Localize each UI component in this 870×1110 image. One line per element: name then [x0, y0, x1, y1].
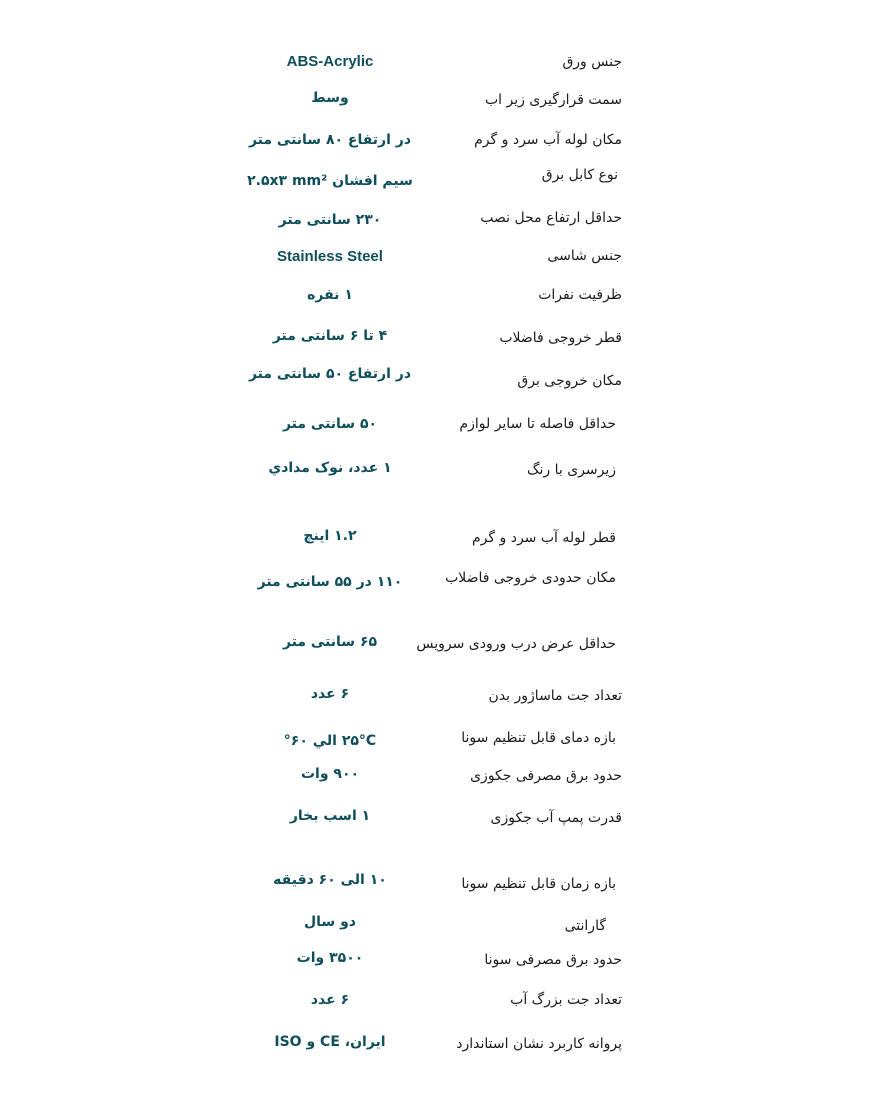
spec-label: قطر لوله آب سرد و گرم [472, 530, 616, 546]
spec-label: نوع کابل برق [541, 167, 618, 183]
spec-row-chassis-material [0, 246, 870, 282]
spec-label: مکان خروجی برق [517, 373, 622, 389]
spec-value: ۹۰۰ وات [300, 766, 360, 782]
spec-value: وسط [311, 90, 349, 106]
spec-label: بازه زمان قابل تنظیم سونا [461, 876, 616, 892]
spec-row-warranty [0, 912, 870, 948]
spec-value: ۱ عدد، نوک مدادي [268, 460, 392, 476]
spec-row-standard-certification [0, 1032, 870, 1068]
spec-row-pump-power [0, 806, 870, 842]
spec-label: حدود برق مصرفی جکوزی [470, 768, 622, 784]
spec-value: دو سال [304, 914, 356, 930]
spec-row-cable-type [0, 165, 870, 201]
spec-row-power-outlet-location [0, 364, 870, 400]
spec-value: ۱ نفره [307, 287, 353, 303]
spec-value: Stainless Steel [277, 248, 383, 265]
spec-label: جنس شاسی [547, 248, 622, 264]
spec-value: ۶۵ سانتی متر [282, 634, 378, 650]
spec-value: ۳۵۰۰ وات [296, 950, 364, 966]
spec-row-water-pipe-diameter [0, 526, 870, 562]
spec-value: ۶ عدد [310, 992, 350, 1008]
spec-label: حداقل ارتفاع محل نصب [480, 210, 622, 226]
spec-label: سمت قرارگیری زیر اب [484, 92, 622, 108]
spec-row-body-jets [0, 684, 870, 720]
spec-value: ۱۱۰ در ۵۵ سانتی متر [257, 574, 403, 590]
spec-row-jacuzzi-power [0, 764, 870, 800]
spec-label: زیرسری با رنگ [526, 462, 616, 478]
spec-value: ۱۰ الی ۶۰ دقیقه [273, 872, 387, 888]
spec-label: تعداد جت بزرگ آب [510, 992, 622, 1008]
spec-value: ۱.۲ اینچ [303, 528, 357, 544]
spec-row-sauna-timer [0, 870, 870, 906]
spec-value: ایران، CE و ISO [274, 1034, 386, 1050]
spec-label: ظرفیت نفرات [538, 287, 622, 303]
spec-value: ۶ عدد [310, 686, 350, 702]
spec-label: بازه دمای قابل تنظیم سونا [461, 730, 616, 746]
spec-label: حداقل عرض درب ورودی سرویس [416, 636, 616, 652]
spec-row-min-door-width [0, 632, 870, 668]
spec-row-sauna-power [0, 948, 870, 984]
spec-label: حداقل فاصله تا سایر لوازم [459, 416, 616, 432]
spec-row-min-clearance [0, 414, 870, 450]
spec-row-headrest [0, 458, 870, 494]
spec-value: سیم افشان ۲.۵x۳ mm² [247, 173, 413, 189]
spec-row-min-install-height [0, 208, 870, 244]
spec-row-sheet-material [0, 52, 870, 88]
spec-row-water-pipe-location [0, 128, 870, 164]
spec-label: مکان حدودی خروجی فاضلاب [445, 570, 616, 586]
spec-label: گارانتی [564, 918, 606, 934]
spec-value: ۵۰ سانتی متر [282, 416, 378, 432]
spec-label: مکان لوله آب سرد و گرم [474, 132, 622, 148]
spec-label: تعداد جت ماساژور بدن [488, 688, 622, 704]
spec-row-large-jets [0, 990, 870, 1026]
spec-value: در ارتفاع ۵۰ سانتی متر [248, 366, 412, 382]
spec-row-sauna-temperature [0, 728, 870, 764]
spec-value: ABS-Acrylic [286, 53, 374, 70]
spec-row-drain-position [0, 88, 870, 124]
spec-row-drain-diameter [0, 326, 870, 362]
spec-label: قدرت پمپ آب جکوزی [490, 810, 622, 826]
spec-label: جنس ورق [562, 54, 622, 70]
spec-row-capacity [0, 285, 870, 321]
spec-value: در ارتفاع ۸۰ سانتی متر [248, 132, 412, 148]
spec-value: ۲۵°C الي ۶۰° [283, 733, 377, 749]
spec-label: حدود برق مصرفی سونا [484, 952, 622, 968]
spec-label: قطر خروجی فاضلاب [499, 330, 622, 346]
spec-value: ۲۳۰ سانتی متر [278, 212, 382, 228]
spec-value: ۴ تا ۶ سانتی متر [272, 328, 388, 344]
spec-label: پروانه کاربرد نشان استاندارد [456, 1036, 622, 1052]
spec-row-drain-outlet-location [0, 568, 870, 604]
spec-value: ۱ اسب بخار [289, 808, 371, 824]
